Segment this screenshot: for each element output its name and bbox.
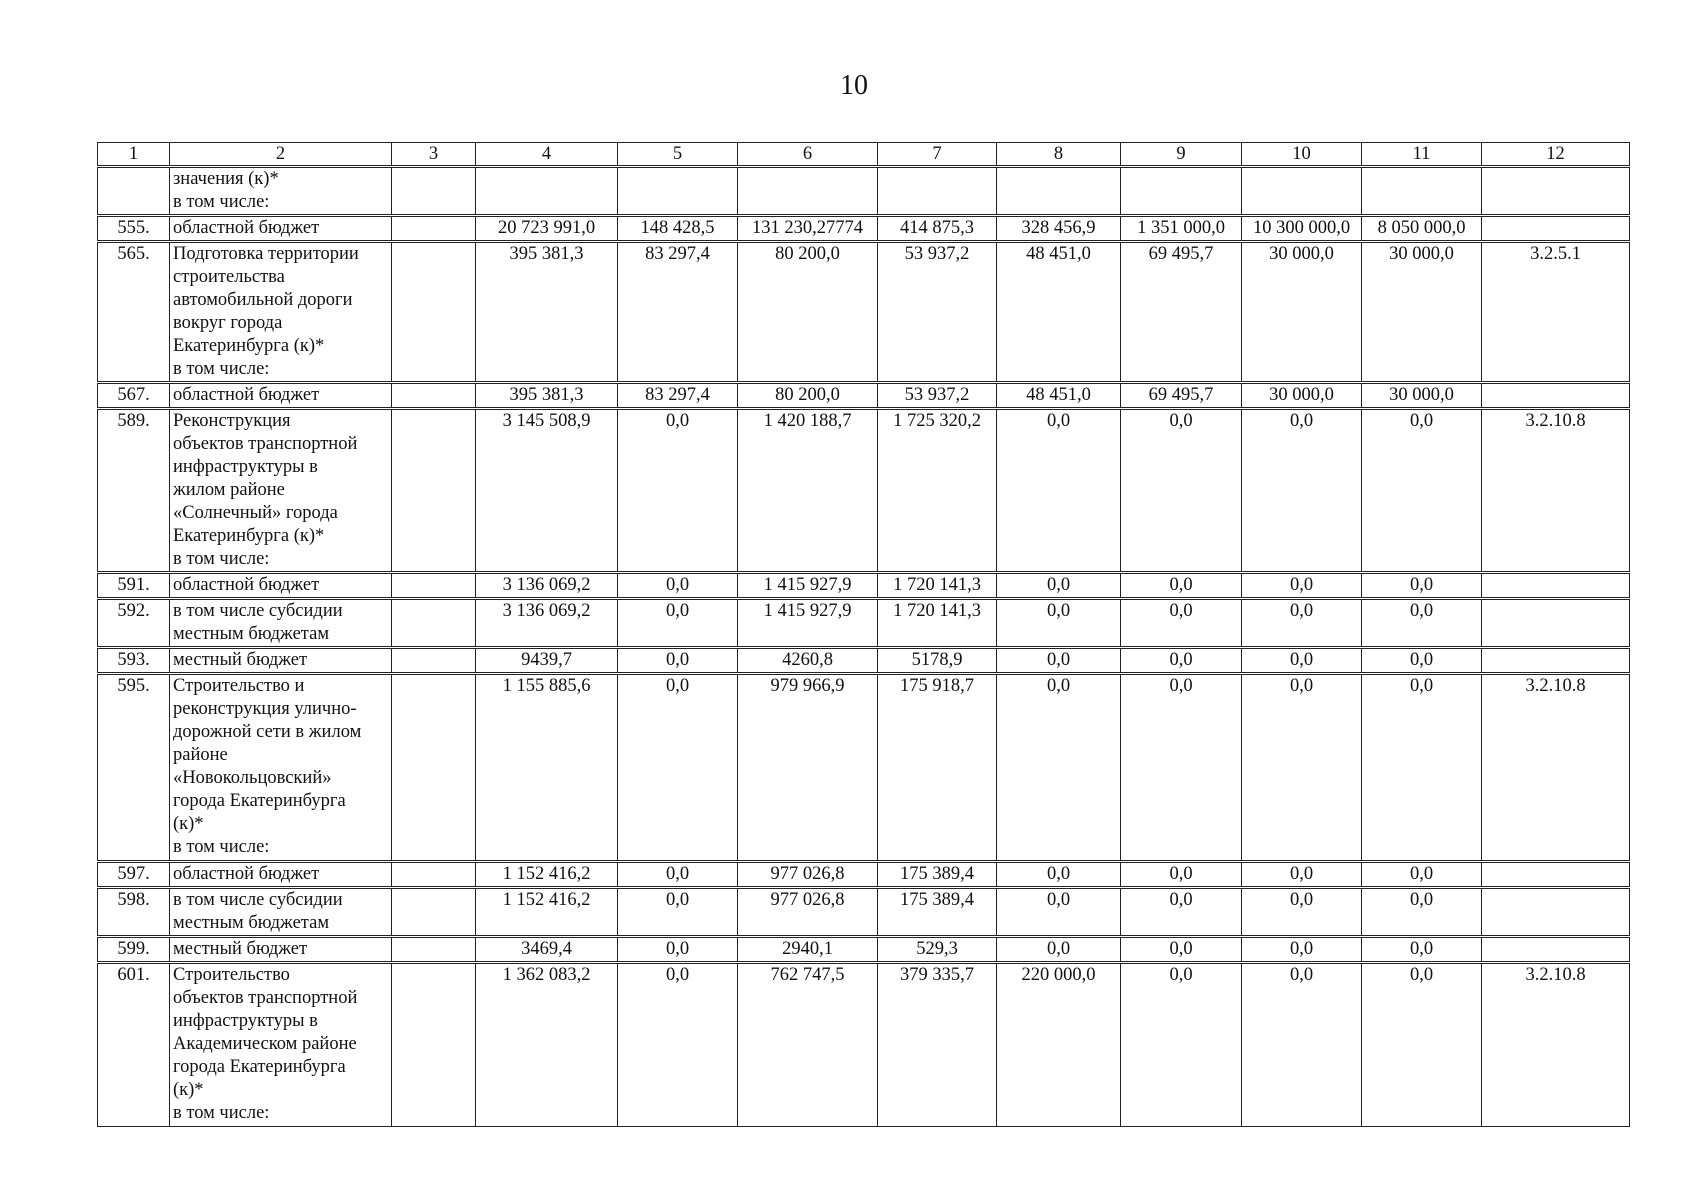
column-number-cell: 12 <box>1482 143 1630 167</box>
description-line: объектов транспортной <box>173 988 358 1008</box>
table-row <box>98 409 1630 573</box>
amount-cell <box>997 167 1121 216</box>
amount-cell: 0,0 <box>1121 599 1242 648</box>
reference-code <box>1482 937 1630 963</box>
amount-cell: 977 026,8 <box>738 862 878 888</box>
amount-cell: 0,0 <box>1242 674 1362 862</box>
table-row <box>98 242 1630 383</box>
amount-cell: 0,0 <box>997 888 1121 937</box>
amount-cell: 30 000,0 <box>1362 383 1482 409</box>
amount-cell: 30 000,0 <box>1242 242 1362 383</box>
description-line: в том числе субсидии <box>173 890 343 910</box>
row-description <box>170 862 392 888</box>
amount-cell: 30 000,0 <box>1242 383 1362 409</box>
page-number: 10 <box>840 70 868 101</box>
column-3-cell <box>392 937 476 963</box>
amount-cell: 175 389,4 <box>878 862 997 888</box>
row-description <box>170 409 392 573</box>
amount-cell: 1 152 416,2 <box>476 862 618 888</box>
amount-cell: 175 918,7 <box>878 674 997 862</box>
amount-cell: 0,0 <box>1362 862 1482 888</box>
amount-cell: 0,0 <box>1242 599 1362 648</box>
table-row <box>98 216 1630 242</box>
row-number: 599. <box>98 937 170 963</box>
amount-cell: 529,3 <box>878 937 997 963</box>
amount-cell: 1 720 141,3 <box>878 599 997 648</box>
amount-cell: 1 415 927,9 <box>738 599 878 648</box>
column-number-cell: 7 <box>878 143 997 167</box>
amount-cell: 1 155 885,6 <box>476 674 618 862</box>
amount-cell: 0,0 <box>997 674 1121 862</box>
description-line: инфраструктуры в <box>173 457 318 477</box>
amount-cell: 0,0 <box>618 862 738 888</box>
amount-cell: 979 966,9 <box>738 674 878 862</box>
row-description <box>170 216 392 242</box>
amount-cell <box>738 167 878 216</box>
amount-cell: 0,0 <box>1242 862 1362 888</box>
description-line: строительства <box>173 267 285 287</box>
amount-cell <box>878 167 997 216</box>
row-number: 565. <box>98 242 170 383</box>
amount-cell: 0,0 <box>997 573 1121 599</box>
row-description <box>170 573 392 599</box>
amount-cell: 0,0 <box>1121 963 1242 1127</box>
description-line: местный бюджет <box>173 939 308 959</box>
amount-cell: 0,0 <box>1242 888 1362 937</box>
column-3-cell <box>392 674 476 862</box>
amount-cell <box>1121 167 1242 216</box>
column-3-cell <box>392 963 476 1127</box>
description-line: дорожной сети в жилом <box>173 722 362 742</box>
amount-cell: 0,0 <box>1362 648 1482 674</box>
row-description <box>170 648 392 674</box>
amount-cell: 5178,9 <box>878 648 997 674</box>
column-number-cell: 8 <box>997 143 1121 167</box>
budget-table <box>97 142 1630 1127</box>
amount-cell: 10 300 000,0 <box>1242 216 1362 242</box>
row-number: 567. <box>98 383 170 409</box>
description-line: объектов транспортной <box>173 434 358 454</box>
amount-cell: 8 050 000,0 <box>1362 216 1482 242</box>
column-3-cell <box>392 862 476 888</box>
amount-cell: 0,0 <box>1242 937 1362 963</box>
description-line: города Екатеринбурга <box>173 1057 346 1077</box>
reference-code <box>1482 573 1630 599</box>
column-3-cell <box>392 167 476 216</box>
description-line: Строительство и <box>173 676 305 696</box>
amount-cell: 977 026,8 <box>738 888 878 937</box>
description-line: города Екатеринбурга <box>173 791 346 811</box>
description-line: областной бюджет <box>173 385 320 405</box>
column-number-row <box>98 143 1630 167</box>
amount-cell: 1 720 141,3 <box>878 573 997 599</box>
amount-cell: 762 747,5 <box>738 963 878 1127</box>
amount-cell: 0,0 <box>1121 888 1242 937</box>
column-3-cell <box>392 409 476 573</box>
amount-cell <box>1242 167 1362 216</box>
amount-cell: 0,0 <box>618 409 738 573</box>
amount-cell: 175 389,4 <box>878 888 997 937</box>
amount-cell: 0,0 <box>1242 409 1362 573</box>
description-line: в том числе: <box>173 192 270 212</box>
table-row <box>98 888 1630 937</box>
amount-cell: 9439,7 <box>476 648 618 674</box>
reference-code <box>1482 888 1630 937</box>
amount-cell: 414 875,3 <box>878 216 997 242</box>
reference-code: 3.2.10.8 <box>1482 409 1630 573</box>
row-description <box>170 674 392 862</box>
description-line: областной бюджет <box>173 218 320 238</box>
amount-cell: 131 230,27774 <box>738 216 878 242</box>
description-line: реконструкция улично- <box>173 699 357 719</box>
amount-cell: 148 428,5 <box>618 216 738 242</box>
description-line: «Солнечный» города <box>173 503 338 523</box>
amount-cell: 4260,8 <box>738 648 878 674</box>
amount-cell: 0,0 <box>997 599 1121 648</box>
amount-cell: 0,0 <box>1362 599 1482 648</box>
table-row <box>98 674 1630 862</box>
amount-cell: 0,0 <box>1362 888 1482 937</box>
column-number-cell: 11 <box>1362 143 1482 167</box>
column-number-cell: 10 <box>1242 143 1362 167</box>
column-3-cell <box>392 599 476 648</box>
description-line: Екатеринбурга (к)* <box>173 526 325 546</box>
row-description <box>170 599 392 648</box>
description-line: в том числе: <box>173 549 270 569</box>
amount-cell: 0,0 <box>1121 648 1242 674</box>
column-3-cell <box>392 573 476 599</box>
column-3-cell <box>392 242 476 383</box>
description-line: Реконструкция <box>173 411 291 431</box>
reference-code <box>1482 383 1630 409</box>
reference-code <box>1482 862 1630 888</box>
amount-cell: 3 136 069,2 <box>476 599 618 648</box>
amount-cell: 0,0 <box>997 648 1121 674</box>
row-description <box>170 242 392 383</box>
description-line: местным бюджетам <box>173 913 330 933</box>
amount-cell: 69 495,7 <box>1121 383 1242 409</box>
amount-cell: 0,0 <box>1242 648 1362 674</box>
column-number-cell: 3 <box>392 143 476 167</box>
amount-cell: 1 351 000,0 <box>1121 216 1242 242</box>
amount-cell: 53 937,2 <box>878 383 997 409</box>
amount-cell: 1 152 416,2 <box>476 888 618 937</box>
table-row <box>98 862 1630 888</box>
column-number-cell: 5 <box>618 143 738 167</box>
column-number-cell: 9 <box>1121 143 1242 167</box>
description-line: районе <box>173 745 228 765</box>
amount-cell: 1 420 188,7 <box>738 409 878 573</box>
row-number: 598. <box>98 888 170 937</box>
amount-cell: 83 297,4 <box>618 383 738 409</box>
description-line: (к)* <box>173 1080 204 1100</box>
description-line: (к)* <box>173 814 204 834</box>
table-row <box>98 599 1630 648</box>
amount-cell: 0,0 <box>618 599 738 648</box>
table-row <box>98 963 1630 1127</box>
amount-cell: 1 725 320,2 <box>878 409 997 573</box>
description-line: вокруг города <box>173 313 283 333</box>
table-row <box>98 383 1630 409</box>
amount-cell: 0,0 <box>1362 573 1482 599</box>
amount-cell: 80 200,0 <box>738 242 878 383</box>
description-line: Екатеринбурга (к)* <box>173 336 325 356</box>
description-line: в том числе: <box>173 1103 270 1123</box>
amount-cell: 0,0 <box>1242 573 1362 599</box>
description-line: в том числе: <box>173 837 270 857</box>
amount-cell: 328 456,9 <box>997 216 1121 242</box>
row-number: 589. <box>98 409 170 573</box>
column-3-cell <box>392 648 476 674</box>
amount-cell: 220 000,0 <box>997 963 1121 1127</box>
row-description <box>170 167 392 216</box>
amount-cell: 0,0 <box>1121 573 1242 599</box>
amount-cell: 0,0 <box>1121 409 1242 573</box>
reference-code <box>1482 216 1630 242</box>
amount-cell: 0,0 <box>1121 937 1242 963</box>
amount-cell: 1 362 083,2 <box>476 963 618 1127</box>
amount-cell: 0,0 <box>618 963 738 1127</box>
row-number: 601. <box>98 963 170 1127</box>
row-description <box>170 937 392 963</box>
column-3-cell <box>392 216 476 242</box>
amount-cell: 3469,4 <box>476 937 618 963</box>
column-number-cell: 4 <box>476 143 618 167</box>
amount-cell: 0,0 <box>1242 963 1362 1127</box>
amount-cell: 0,0 <box>997 409 1121 573</box>
description-line: жилом районе <box>173 480 285 500</box>
amount-cell: 0,0 <box>618 648 738 674</box>
description-line: Академическом районе <box>173 1034 357 1054</box>
description-line: инфраструктуры в <box>173 1011 318 1031</box>
amount-cell: 2940,1 <box>738 937 878 963</box>
column-3-cell <box>392 888 476 937</box>
amount-cell <box>618 167 738 216</box>
description-line: Подготовка территории <box>173 244 359 264</box>
column-3-cell <box>392 383 476 409</box>
amount-cell: 0,0 <box>1362 674 1482 862</box>
amount-cell: 1 415 927,9 <box>738 573 878 599</box>
amount-cell: 48 451,0 <box>997 242 1121 383</box>
row-number: 595. <box>98 674 170 862</box>
amount-cell: 69 495,7 <box>1121 242 1242 383</box>
amount-cell: 80 200,0 <box>738 383 878 409</box>
description-line: местный бюджет <box>173 650 308 670</box>
row-description <box>170 383 392 409</box>
row-number <box>98 167 170 216</box>
amount-cell: 0,0 <box>1362 963 1482 1127</box>
description-line: значения (к)* <box>173 169 279 189</box>
amount-cell: 53 937,2 <box>878 242 997 383</box>
reference-code <box>1482 599 1630 648</box>
amount-cell: 0,0 <box>618 937 738 963</box>
table-row <box>98 648 1630 674</box>
amount-cell <box>1362 167 1482 216</box>
description-line: автомобильной дороги <box>173 290 353 310</box>
description-line: в том числе субсидии <box>173 601 343 621</box>
row-number: 593. <box>98 648 170 674</box>
row-number: 597. <box>98 862 170 888</box>
amount-cell: 0,0 <box>1362 937 1482 963</box>
amount-cell: 0,0 <box>1121 862 1242 888</box>
row-number: 592. <box>98 599 170 648</box>
reference-code: 3.2.5.1 <box>1482 242 1630 383</box>
row-number: 555. <box>98 216 170 242</box>
reference-code: 3.2.10.8 <box>1482 963 1630 1127</box>
description-line: Строительство <box>173 965 290 985</box>
amount-cell: 83 297,4 <box>618 242 738 383</box>
amount-cell: 0,0 <box>997 862 1121 888</box>
amount-cell: 0,0 <box>618 674 738 862</box>
amount-cell: 48 451,0 <box>997 383 1121 409</box>
column-number-cell: 2 <box>170 143 392 167</box>
amount-cell: 0,0 <box>1121 674 1242 862</box>
amount-cell: 30 000,0 <box>1362 242 1482 383</box>
row-description <box>170 888 392 937</box>
amount-cell: 0,0 <box>1362 409 1482 573</box>
amount-cell: 0,0 <box>997 937 1121 963</box>
amount-cell: 3 136 069,2 <box>476 573 618 599</box>
row-number: 591. <box>98 573 170 599</box>
amount-cell: 379 335,7 <box>878 963 997 1127</box>
reference-code <box>1482 648 1630 674</box>
row-description <box>170 963 392 1127</box>
table-row <box>98 573 1630 599</box>
amount-cell: 20 723 991,0 <box>476 216 618 242</box>
column-number-cell: 6 <box>738 143 878 167</box>
column-number-cell: 1 <box>98 143 170 167</box>
description-line: областной бюджет <box>173 864 320 884</box>
description-line: «Новокольцовский» <box>173 768 332 788</box>
table-row <box>98 937 1630 963</box>
amount-cell: 395 381,3 <box>476 242 618 383</box>
amount-cell: 0,0 <box>618 573 738 599</box>
amount-cell <box>476 167 618 216</box>
amount-cell: 3 145 508,9 <box>476 409 618 573</box>
amount-cell: 0,0 <box>618 888 738 937</box>
description-line: областной бюджет <box>173 575 320 595</box>
table-body <box>98 143 1630 1127</box>
table-row <box>98 167 1630 216</box>
description-line: в том числе: <box>173 359 270 379</box>
description-line: местным бюджетам <box>173 624 330 644</box>
reference-code: 3.2.10.8 <box>1482 674 1630 862</box>
amount-cell: 395 381,3 <box>476 383 618 409</box>
reference-code <box>1482 167 1630 216</box>
